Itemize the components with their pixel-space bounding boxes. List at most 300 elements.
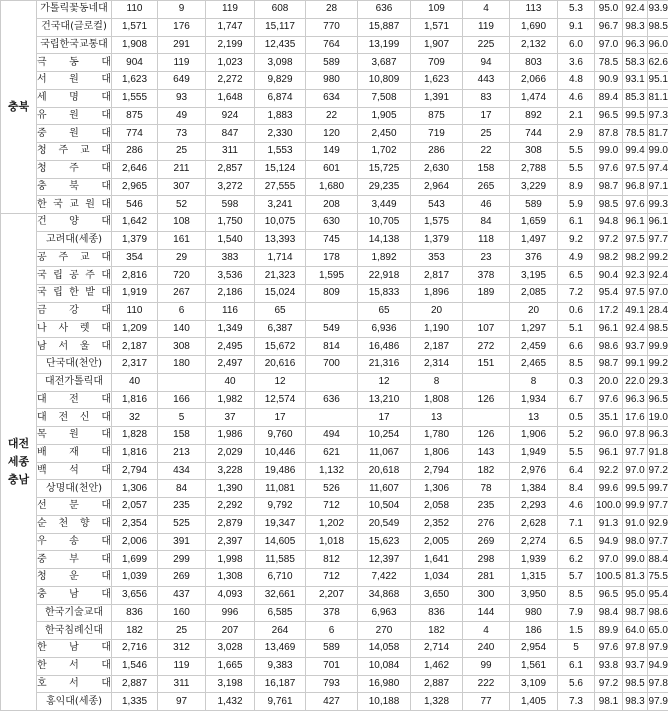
stat-value-col-11: 97.6: [595, 160, 623, 178]
stat-value-col-7: 1,641: [411, 551, 463, 569]
stat-value-col-2: 391: [158, 533, 206, 551]
stat-value-col-8: 276: [463, 515, 510, 533]
stat-value-col-2: 180: [158, 356, 206, 374]
stat-value-col-4: 9,829: [255, 72, 306, 90]
stat-value-col-3: 119: [206, 1, 255, 19]
stat-value-col-3: 2,879: [206, 515, 255, 533]
stat-value-col-5: 149: [306, 143, 358, 161]
university-name: 우 송 대: [37, 533, 112, 551]
stat-value-col-13: 99.9: [648, 338, 668, 356]
stat-value-col-1: 2,354: [112, 515, 158, 533]
stat-value-col-11: 93.8: [595, 657, 623, 675]
stat-value-col-2: 267: [158, 285, 206, 303]
stat-value-col-5: 208: [306, 196, 358, 214]
stat-value-col-6: 13,199: [358, 36, 411, 54]
table-row: [1, 551, 668, 569]
stat-value-col-4: 16,187: [255, 675, 306, 693]
stat-value-col-11: 100.5: [595, 569, 623, 587]
stat-value-col-5: 1,595: [306, 267, 358, 285]
stat-value-col-10: 9.2: [558, 231, 595, 249]
stat-value-col-10: 5.1: [558, 320, 595, 338]
stat-value-col-7: 2,714: [411, 640, 463, 658]
table-row: [1, 1, 668, 19]
stat-value-col-1: 2,794: [112, 462, 158, 480]
stat-value-col-12: 97.8: [623, 640, 648, 658]
stat-value-col-2: 29: [158, 249, 206, 267]
stat-value-col-13: 99.2: [648, 249, 668, 267]
university-name: 극 동 대: [37, 54, 112, 72]
stat-value-col-12: 98.3: [623, 18, 648, 36]
stat-value-col-10: 4.9: [558, 249, 595, 267]
stat-value-col-12: 49.1: [623, 302, 648, 320]
stat-value-col-8: 144: [463, 604, 510, 622]
university-name: 남 서 울 대: [37, 338, 112, 356]
stat-value-col-9: 2,459: [510, 338, 558, 356]
stat-value-col-4: 15,672: [255, 338, 306, 356]
stat-value-col-3: 2,272: [206, 72, 255, 90]
stat-value-col-3: 1,747: [206, 18, 255, 36]
stat-value-col-7: 2,187: [411, 338, 463, 356]
stat-value-col-8: 225: [463, 36, 510, 54]
stat-value-col-1: 1,555: [112, 89, 158, 107]
table-row: [1, 214, 668, 232]
stat-value-col-4: 65: [255, 302, 306, 320]
stat-value-col-5: 178: [306, 249, 358, 267]
stat-value-col-7: 13: [411, 409, 463, 427]
stat-value-col-6: 11,067: [358, 444, 411, 462]
stat-value-col-2: 269: [158, 569, 206, 587]
stat-value-col-10: 4.8: [558, 72, 595, 90]
stat-value-col-6: 6,963: [358, 604, 411, 622]
stat-value-col-10: 5.9: [558, 196, 595, 214]
stat-value-col-6: 270: [358, 622, 411, 640]
stat-value-col-12: 99.0: [623, 551, 648, 569]
stat-value-col-7: 1,575: [411, 214, 463, 232]
stat-value-col-9: 1,949: [510, 444, 558, 462]
stat-value-col-1: 1,306: [112, 480, 158, 498]
stat-value-col-2: 213: [158, 444, 206, 462]
university-name: 중 부 대: [37, 551, 112, 569]
stat-value-col-9: 3,950: [510, 586, 558, 604]
stat-value-col-12: 99.5: [623, 480, 648, 498]
stat-value-col-5: 812: [306, 551, 358, 569]
stat-value-col-13: 97.9: [648, 640, 668, 658]
stat-value-col-4: 19,486: [255, 462, 306, 480]
stat-value-col-9: 744: [510, 125, 558, 143]
stat-value-col-10: 6.5: [558, 267, 595, 285]
region-label-line: 충북: [7, 100, 30, 113]
stat-value-col-3: 2,497: [206, 356, 255, 374]
stat-value-col-6: 11,607: [358, 480, 411, 498]
stat-value-col-9: 1,906: [510, 427, 558, 445]
stat-value-col-12: 92.4: [623, 320, 648, 338]
stat-value-col-4: 3,241: [255, 196, 306, 214]
stat-value-col-13: 98.6: [648, 604, 668, 622]
stat-value-col-7: 1,623: [411, 72, 463, 90]
stat-value-col-13: 91.8: [648, 444, 668, 462]
table-row: [1, 604, 668, 622]
stat-value-col-9: 2,274: [510, 533, 558, 551]
stat-value-col-10: 9.1: [558, 18, 595, 36]
stat-value-col-4: 11,081: [255, 480, 306, 498]
stat-value-col-12: 96.3: [623, 36, 648, 54]
stat-value-col-4: 10,446: [255, 444, 306, 462]
stat-value-col-4: 32,661: [255, 586, 306, 604]
stat-value-col-3: 116: [206, 302, 255, 320]
stat-value-col-9: 980: [510, 604, 558, 622]
table-row: [1, 693, 668, 711]
university-name: 호 서 대: [37, 675, 112, 693]
stat-value-col-10: 5.2: [558, 427, 595, 445]
stat-value-col-8: 126: [463, 427, 510, 445]
stat-value-col-12: 93.7: [623, 657, 648, 675]
university-name: 대 전 신 대: [37, 409, 112, 427]
stat-value-col-9: 1,315: [510, 569, 558, 587]
stat-value-col-10: 7.2: [558, 285, 595, 303]
stat-value-col-6: 15,725: [358, 160, 411, 178]
table-row: [1, 675, 668, 693]
stat-value-col-13: 96.1: [648, 214, 668, 232]
stat-value-col-6: 34,868: [358, 586, 411, 604]
stat-value-col-8: 99: [463, 657, 510, 675]
stat-value-col-2: 93: [158, 89, 206, 107]
university-name: 순 천 향 대: [37, 515, 112, 533]
stat-value-col-4: 264: [255, 622, 306, 640]
stat-value-col-6: 10,705: [358, 214, 411, 232]
stat-value-col-11: 97.2: [595, 231, 623, 249]
stat-value-col-2: 97: [158, 693, 206, 711]
stat-value-col-12: 99.1: [623, 356, 648, 374]
stat-value-col-6: 15,887: [358, 18, 411, 36]
stat-value-col-13: 97.7: [648, 498, 668, 516]
stat-value-col-9: 892: [510, 107, 558, 125]
stat-value-col-12: 97.0: [623, 462, 648, 480]
stat-value-col-3: 1,023: [206, 54, 255, 72]
stat-value-col-6: 7,422: [358, 569, 411, 587]
stat-value-col-11: 89.9: [595, 622, 623, 640]
stat-value-col-7: 2,314: [411, 356, 463, 374]
table-row: [1, 462, 668, 480]
university-name: 나 사 렛 대: [37, 320, 112, 338]
stat-value-col-5: 636: [306, 391, 358, 409]
stat-value-col-5: 494: [306, 427, 358, 445]
stat-value-col-10: 1.5: [558, 622, 595, 640]
stat-value-col-9: 2,628: [510, 515, 558, 533]
stat-value-col-11: 99.0: [595, 143, 623, 161]
stat-value-col-8: 269: [463, 533, 510, 551]
stat-value-col-11: 17.2: [595, 302, 623, 320]
stat-value-col-4: 9,792: [255, 498, 306, 516]
stat-value-col-5: 814: [306, 338, 358, 356]
stat-value-col-4: 17: [255, 409, 306, 427]
stat-value-col-7: 1,907: [411, 36, 463, 54]
stat-value-col-8: 443: [463, 72, 510, 90]
stat-value-col-11: 90.9: [595, 72, 623, 90]
stat-value-col-2: 434: [158, 462, 206, 480]
stat-value-col-7: 875: [411, 107, 463, 125]
stat-value-col-9: 1,474: [510, 89, 558, 107]
stat-value-col-5: [306, 409, 358, 427]
stat-value-col-9: 1,659: [510, 214, 558, 232]
stat-value-col-1: 2,057: [112, 498, 158, 516]
stat-value-col-3: 1,432: [206, 693, 255, 711]
stat-value-col-13: 97.9: [648, 693, 668, 711]
university-name: 건국대(글로컬): [37, 18, 112, 36]
table-row: [1, 285, 668, 303]
stat-value-col-11: 91.3: [595, 515, 623, 533]
stat-value-col-3: 924: [206, 107, 255, 125]
stat-value-col-5: 700: [306, 356, 358, 374]
stat-value-col-8: 182: [463, 462, 510, 480]
stat-value-col-9: 2,976: [510, 462, 558, 480]
stat-value-col-11: 96.7: [595, 18, 623, 36]
table-row: [1, 107, 668, 125]
stat-value-col-13: 99.2: [648, 356, 668, 374]
stat-value-col-11: 98.7: [595, 178, 623, 196]
stat-value-col-7: 1,328: [411, 693, 463, 711]
stat-value-col-8: 22: [463, 143, 510, 161]
stat-value-col-11: 96.1: [595, 444, 623, 462]
stat-value-col-5: 6: [306, 622, 358, 640]
region-label-line: 대전: [7, 437, 30, 450]
stat-value-col-10: 6.4: [558, 462, 595, 480]
stat-value-col-1: 182: [112, 622, 158, 640]
stat-value-col-8: 119: [463, 18, 510, 36]
stat-value-col-8: 222: [463, 675, 510, 693]
stat-value-col-9: 186: [510, 622, 558, 640]
stat-value-col-6: 15,623: [358, 533, 411, 551]
stat-value-col-8: 78: [463, 480, 510, 498]
table-row: [1, 657, 668, 675]
stat-value-col-12: 98.2: [623, 249, 648, 267]
stat-value-col-11: 78.5: [595, 54, 623, 72]
stat-value-col-12: 91.0: [623, 515, 648, 533]
university-name: 홍익대(세종): [37, 693, 112, 711]
stat-value-col-12: 97.6: [623, 196, 648, 214]
stat-value-col-11: 95.0: [595, 1, 623, 19]
stat-value-col-7: 1,034: [411, 569, 463, 587]
stat-value-col-9: 13: [510, 409, 558, 427]
stat-value-col-13: 75.5: [648, 569, 668, 587]
stat-value-col-3: 2,029: [206, 444, 255, 462]
table-row: [1, 480, 668, 498]
stat-value-col-1: 2,646: [112, 160, 158, 178]
stat-value-col-13: 96.0: [648, 36, 668, 54]
stat-value-col-11: 96.1: [595, 320, 623, 338]
stat-value-col-13: 97.7: [648, 231, 668, 249]
table-row: [1, 249, 668, 267]
stat-value-col-5: 22: [306, 107, 358, 125]
university-name: 금 강 대: [37, 302, 112, 320]
stat-value-col-4: 15,124: [255, 160, 306, 178]
university-name: 단국대(천안): [37, 356, 112, 374]
stat-value-col-10: 4.6: [558, 498, 595, 516]
stat-value-col-5: 764: [306, 36, 358, 54]
stat-value-col-5: 712: [306, 498, 358, 516]
stat-value-col-3: 847: [206, 125, 255, 143]
stat-value-col-5: [306, 302, 358, 320]
stat-value-col-12: 98.3: [623, 693, 648, 711]
region-label: [1, 1, 37, 214]
stat-value-col-7: 2,794: [411, 462, 463, 480]
stat-value-col-11: 92.2: [595, 462, 623, 480]
stat-value-col-2: 307: [158, 178, 206, 196]
table-row: [1, 569, 668, 587]
stat-value-col-8: 84: [463, 214, 510, 232]
stat-value-col-1: 110: [112, 1, 158, 19]
university-name: 청 주 대: [37, 160, 112, 178]
stat-value-col-1: 2,816: [112, 267, 158, 285]
stat-value-col-1: 40: [112, 373, 158, 391]
stat-value-col-9: 803: [510, 54, 558, 72]
stat-value-col-6: 6,936: [358, 320, 411, 338]
stat-value-col-4: 3,098: [255, 54, 306, 72]
stat-value-col-13: 95.4: [648, 586, 668, 604]
table-row: [1, 409, 668, 427]
stat-value-col-8: 158: [463, 160, 510, 178]
stat-value-col-9: 8: [510, 373, 558, 391]
stat-value-col-7: 2,887: [411, 675, 463, 693]
stat-value-col-6: 10,254: [358, 427, 411, 445]
stat-value-col-12: 17.6: [623, 409, 648, 427]
stat-value-col-4: 14,605: [255, 533, 306, 551]
stat-value-col-9: 2,132: [510, 36, 558, 54]
stat-value-col-4: 10,075: [255, 214, 306, 232]
stat-value-col-6: 14,058: [358, 640, 411, 658]
stat-value-col-4: 21,323: [255, 267, 306, 285]
stat-value-col-11: 90.4: [595, 267, 623, 285]
stat-value-col-13: 99.0: [648, 143, 668, 161]
stat-value-col-11: 100.0: [595, 498, 623, 516]
stat-value-col-9: 1,561: [510, 657, 558, 675]
stat-value-col-3: 1,750: [206, 214, 255, 232]
stat-value-col-12: 97.5: [623, 285, 648, 303]
stat-value-col-3: 3,198: [206, 675, 255, 693]
stat-value-col-9: 308: [510, 143, 558, 161]
stat-value-col-7: 20: [411, 302, 463, 320]
stat-value-col-13: 97.4: [648, 160, 668, 178]
table-row: [1, 391, 668, 409]
stat-value-col-12: 99.4: [623, 143, 648, 161]
stat-value-col-6: 3,449: [358, 196, 411, 214]
stat-value-col-9: 20: [510, 302, 558, 320]
stat-value-col-11: 98.7: [595, 356, 623, 374]
stat-value-col-1: 1,908: [112, 36, 158, 54]
stat-value-col-6: 13,210: [358, 391, 411, 409]
stat-value-col-3: 3,228: [206, 462, 255, 480]
university-name: 대전가톨릭대: [37, 373, 112, 391]
stat-value-col-6: 65: [358, 302, 411, 320]
stat-value-col-9: 1,690: [510, 18, 558, 36]
stat-value-col-5: 701: [306, 657, 358, 675]
stat-value-col-10: 5.5: [558, 444, 595, 462]
stat-value-col-6: 20,618: [358, 462, 411, 480]
stat-value-col-1: 904: [112, 54, 158, 72]
stat-value-col-2: 25: [158, 143, 206, 161]
stat-value-col-12: 92.4: [623, 1, 648, 19]
stat-value-col-8: 235: [463, 498, 510, 516]
stat-value-col-3: 996: [206, 604, 255, 622]
stat-value-col-9: 589: [510, 196, 558, 214]
stat-value-col-1: 2,716: [112, 640, 158, 658]
stat-value-col-4: 1,553: [255, 143, 306, 161]
stat-value-col-5: 589: [306, 640, 358, 658]
stat-value-col-4: 20,616: [255, 356, 306, 374]
stat-value-col-10: 8.9: [558, 178, 595, 196]
region-label-line: 세종: [7, 455, 30, 468]
stat-value-col-11: 97.6: [595, 640, 623, 658]
stat-value-col-7: 1,379: [411, 231, 463, 249]
stat-value-col-7: 709: [411, 54, 463, 72]
stat-value-col-11: 98.2: [595, 249, 623, 267]
table-row: [1, 515, 668, 533]
stat-value-col-5: 621: [306, 444, 358, 462]
stat-value-col-12: 93.7: [623, 338, 648, 356]
stat-value-col-7: 1,391: [411, 89, 463, 107]
stat-value-col-2: 52: [158, 196, 206, 214]
table-row: [1, 72, 668, 90]
stat-value-col-13: 99.7: [648, 480, 668, 498]
stat-value-col-3: 2,397: [206, 533, 255, 551]
stat-value-col-2: 5: [158, 409, 206, 427]
stat-value-col-10: 6.6: [558, 338, 595, 356]
stat-value-col-13: 97.3: [648, 107, 668, 125]
stat-value-col-1: 2,965: [112, 178, 158, 196]
stat-value-col-1: 1,816: [112, 444, 158, 462]
stat-value-col-4: 12,435: [255, 36, 306, 54]
stat-value-col-12: 96.8: [623, 178, 648, 196]
university-name: 대 전 대: [37, 391, 112, 409]
stat-value-col-9: 2,066: [510, 72, 558, 90]
stat-value-col-11: 97.6: [595, 391, 623, 409]
stat-value-col-10: 7.1: [558, 515, 595, 533]
stat-value-col-3: 2,292: [206, 498, 255, 516]
stat-value-col-12: 99.5: [623, 107, 648, 125]
stat-value-col-6: 21,316: [358, 356, 411, 374]
stat-value-col-8: [463, 409, 510, 427]
university-name: 중 원 대: [37, 125, 112, 143]
stat-value-col-11: 98.6: [595, 338, 623, 356]
stat-value-col-13: 97.2: [648, 462, 668, 480]
stat-value-col-5: 28: [306, 1, 358, 19]
stat-value-col-4: 12: [255, 373, 306, 391]
stat-value-col-10: 6.0: [558, 36, 595, 54]
table-row: [1, 143, 668, 161]
stat-value-col-4: 13,393: [255, 231, 306, 249]
stat-value-col-13: 97.7: [648, 533, 668, 551]
stat-value-col-10: 0.5: [558, 409, 595, 427]
stat-value-col-2: 235: [158, 498, 206, 516]
table-row: [1, 36, 668, 54]
university-name: 세 명 대: [37, 89, 112, 107]
stat-value-col-7: 353: [411, 249, 463, 267]
stat-value-col-2: 9: [158, 1, 206, 19]
stat-value-col-3: 4,093: [206, 586, 255, 604]
stat-value-col-11: 94.8: [595, 214, 623, 232]
stat-value-col-4: 6,387: [255, 320, 306, 338]
stat-value-col-11: 98.1: [595, 693, 623, 711]
stat-value-col-11: 96.5: [595, 107, 623, 125]
stat-value-col-6: 10,504: [358, 498, 411, 516]
stat-value-col-10: 2.1: [558, 107, 595, 125]
stat-value-col-12: 58.3: [623, 54, 648, 72]
stat-value-col-5: 549: [306, 320, 358, 338]
stat-value-col-1: 1,209: [112, 320, 158, 338]
stat-value-col-6: 20,549: [358, 515, 411, 533]
stat-value-col-2: 119: [158, 54, 206, 72]
stat-value-col-8: [463, 302, 510, 320]
stat-value-col-6: 1,892: [358, 249, 411, 267]
